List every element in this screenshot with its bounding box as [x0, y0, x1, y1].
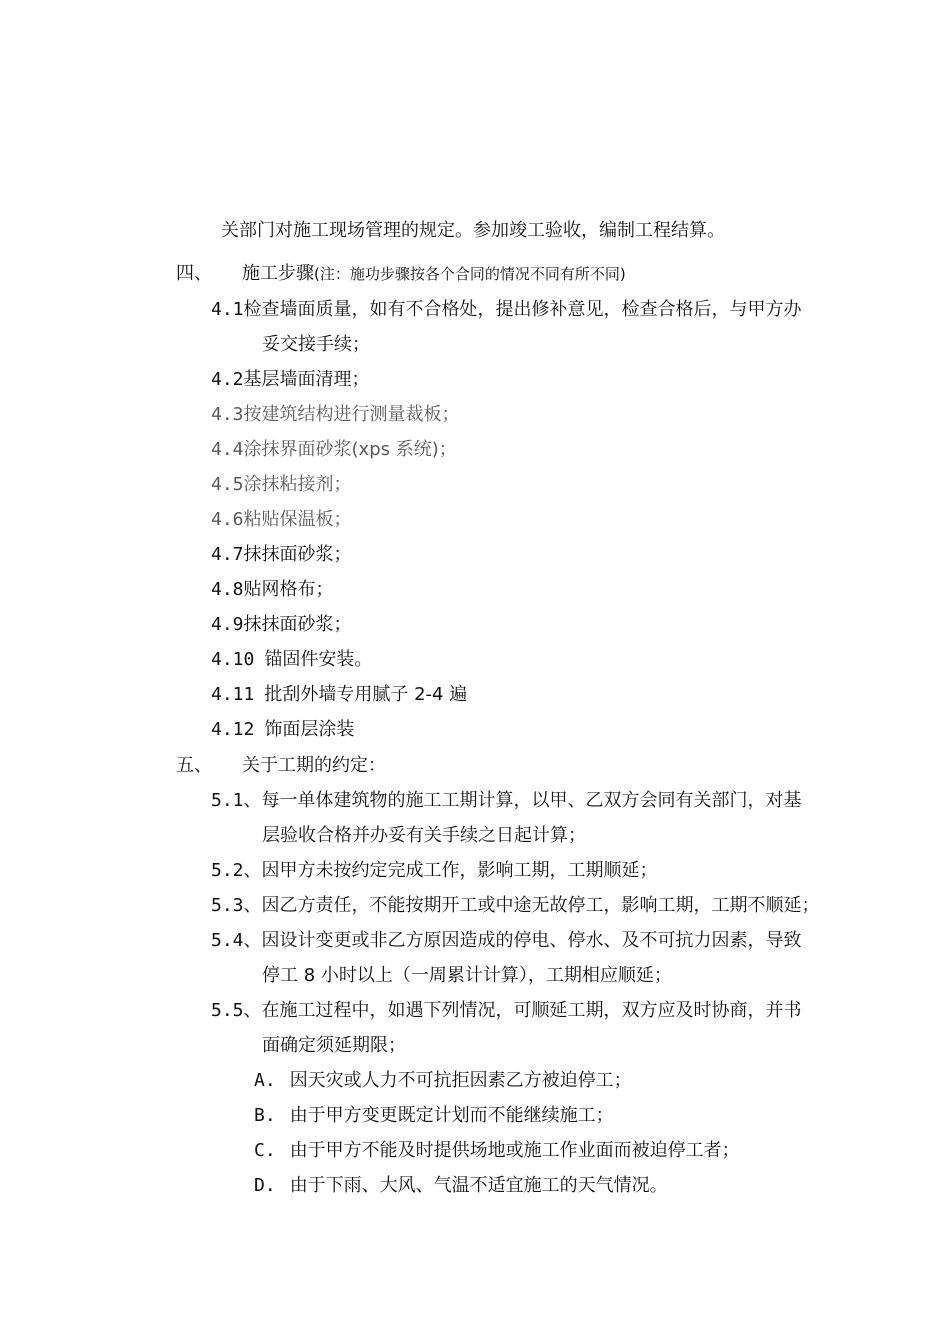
list-item [211, 999, 802, 1023]
item-number: 4.12 [211, 719, 255, 740]
sub-item-text: 由于甲方不能及时提供场地或施工作业面而被迫停工者； [289, 1140, 740, 1161]
item-number: 4.4 [211, 439, 244, 460]
item-number: 4.6 [211, 509, 244, 530]
section-4-note: (注：施功步骤按各个合同的情况不同有所不同) [314, 265, 626, 283]
item-text: 因乙方责任，不能按期开工或中途无故停工，影响工期，工期不顺延； [261, 895, 820, 916]
sub-item [254, 1139, 740, 1163]
item-number: 4.2 [211, 369, 244, 390]
item-text: 涂抹粘接剂； [243, 474, 352, 495]
item-text: 因设计变更或非乙方原因造成的停电、停水、及不可抗力因素，导致 [261, 930, 802, 951]
item-text: 在施工过程中，如遇下列情况，可顺延工期，双方应及时协商，并书 [261, 1000, 802, 1021]
sub-item [254, 1174, 668, 1198]
item-continuation: 妥交接手续； [262, 334, 370, 355]
sub-item-letter: B. [254, 1105, 276, 1126]
list-item [211, 403, 460, 427]
section-4-marker: 四、 [176, 263, 212, 284]
list-item [211, 718, 354, 742]
item-number: 4.3 [211, 404, 244, 425]
item-number: 4.5 [211, 474, 244, 495]
list-item [211, 368, 370, 392]
item-text: 锚固件安装。 [264, 649, 373, 670]
item-text: 饰面层涂装 [264, 719, 355, 740]
item-text: 基层墙面清理； [243, 369, 370, 390]
section-4-title: 施工步骤 [242, 263, 314, 284]
sub-item-letter: C. [254, 1140, 276, 1161]
section-4-heading [176, 262, 626, 286]
item-number: 5.5、 [211, 1000, 262, 1021]
item-continuation: 层验收合格并办妥有关手续之日起计算； [262, 825, 586, 846]
sub-item-text: 由于下雨、大风、气温不适宜施工的天气情况。 [289, 1175, 668, 1196]
section-5-marker: 五、 [176, 755, 212, 776]
list-item [211, 473, 352, 497]
item-text: 检查墙面质量，如有不合格处，提出修补意见，检查合格后，与甲方办 [243, 299, 802, 320]
item-continuation: 停工 8 小时以上（一周累计计算），工期相应顺延； [262, 965, 672, 986]
list-item [211, 298, 802, 322]
list-item [211, 789, 802, 813]
list-item [211, 894, 820, 918]
item-number: 5.2、 [211, 860, 262, 881]
list-item [211, 543, 352, 567]
item-number: 4.7 [211, 544, 244, 565]
item-continuation: 面确定须延期限； [262, 1035, 406, 1056]
item-text: 每一单体建筑物的施工工期计算，以甲、乙双方会同有关部门，对基 [261, 790, 802, 811]
item-text: 贴网格布； [243, 579, 334, 600]
item-number: 5.4、 [211, 930, 262, 951]
section-5-heading [176, 754, 386, 778]
section-5-title: 关于工期的约定： [242, 755, 386, 776]
item-number: 5.3、 [211, 895, 262, 916]
item-text: 因甲方未按约定完成工作，影响工期，工期顺延； [261, 860, 658, 881]
item-text: 粘贴保温板； [243, 509, 352, 530]
item-number: 4.11 [211, 684, 255, 705]
list-item [211, 929, 802, 953]
list-item [211, 508, 352, 532]
sub-item-text: 因天灾或人力不可抗拒因素乙方被迫停工； [289, 1070, 632, 1091]
continuation-paragraph: 关部门对施工现场管理的规定。参加竣工验收，编制工程结算。 [221, 220, 725, 241]
item-number: 4.8 [211, 579, 244, 600]
sub-item-letter: A. [254, 1070, 276, 1091]
list-item [211, 683, 467, 707]
sub-item [254, 1069, 632, 1093]
sub-item-text: 由于甲方变更既定计划而不能继续施工； [289, 1105, 614, 1126]
list-item [211, 859, 658, 883]
item-text: 抹抹面砂浆； [243, 544, 352, 565]
item-number: 5.1、 [211, 790, 262, 811]
list-item [211, 648, 372, 672]
list-item [211, 613, 352, 637]
sub-item [254, 1104, 614, 1128]
sub-item-letter: D. [254, 1175, 276, 1196]
list-item [211, 438, 457, 462]
item-text: 按建筑结构进行测量裁板； [243, 404, 460, 425]
item-number: 4.10 [211, 649, 255, 670]
item-text: 涂抹界面砂浆(xps 系统)； [243, 439, 457, 460]
item-number: 4.9 [211, 614, 244, 635]
item-number: 4.1 [211, 299, 244, 320]
item-text: 批刮外墙专用腻子 2-4 遍 [264, 684, 468, 705]
list-item [211, 578, 334, 602]
item-text: 抹抹面砂浆； [243, 614, 352, 635]
